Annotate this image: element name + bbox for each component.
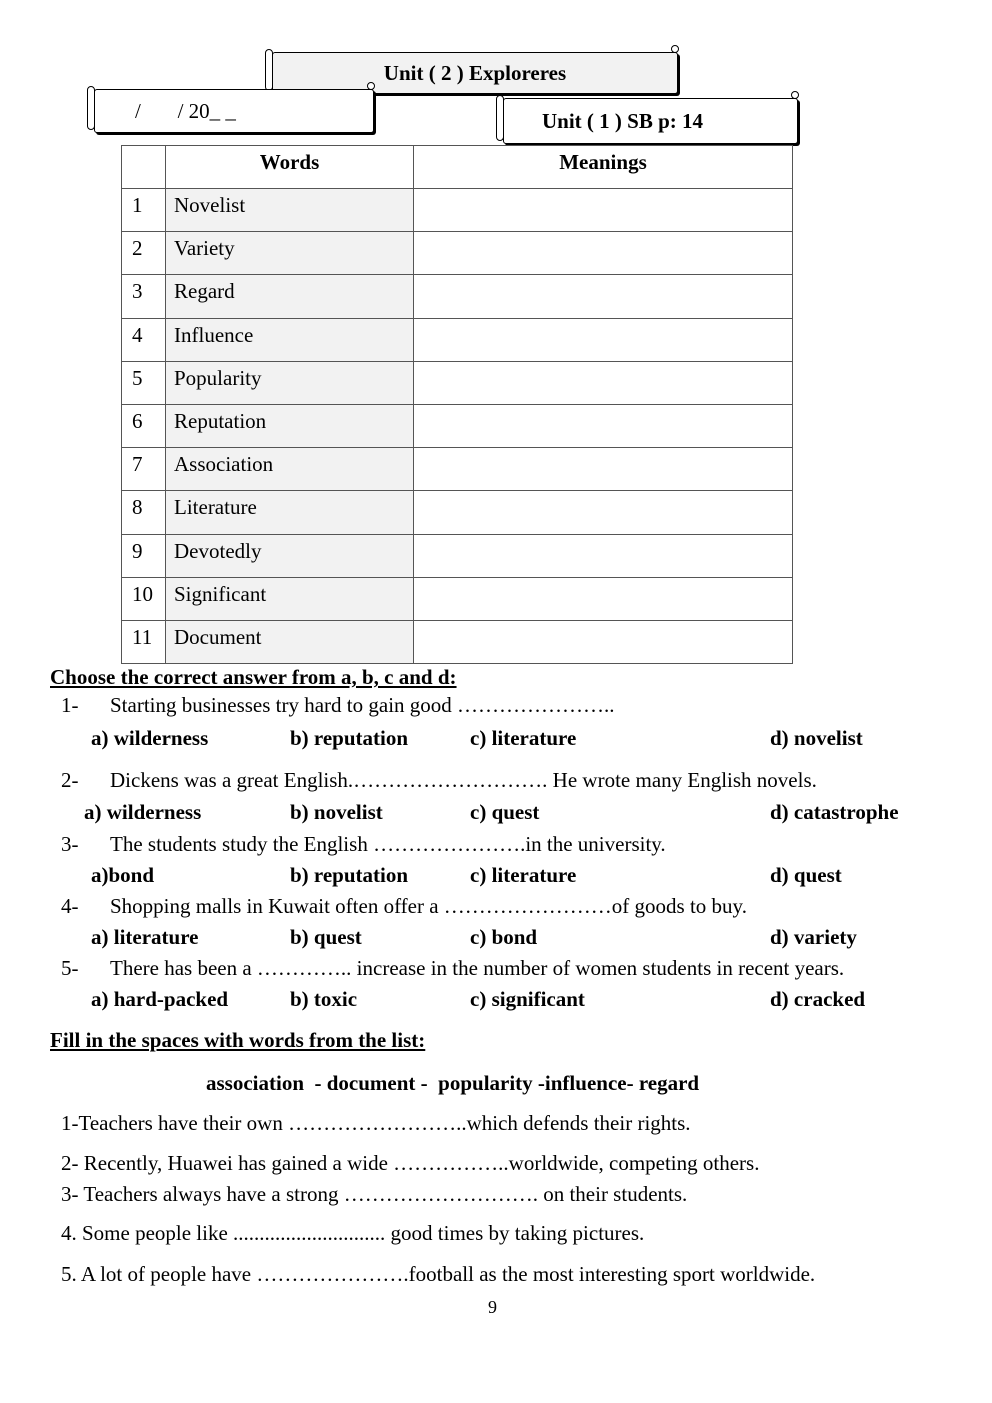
vocabulary-table xyxy=(121,145,793,664)
fill-sentence: 4. Some people like ............................. good times by taking pictures. xyxy=(61,1221,645,1245)
row-word: Devotedly xyxy=(166,534,414,577)
answer-option[interactable]: b) novelist xyxy=(290,800,383,824)
question-text: There has been a ………….. increase in the number of women students in recent years. xyxy=(110,956,845,980)
reference-banner xyxy=(503,98,798,144)
answer-option[interactable]: c) bond xyxy=(470,925,538,949)
fill-sentence: 2- Recently, Huawei has gained a wide ……………..worldwide, competing others. xyxy=(61,1151,760,1175)
row-meaning-field[interactable] xyxy=(414,404,793,447)
row-number: 10 xyxy=(122,577,166,620)
row-number: 8 xyxy=(122,491,166,534)
row-word: Association xyxy=(166,448,414,491)
header-number xyxy=(122,146,166,189)
row-meaning-field[interactable] xyxy=(414,361,793,404)
answer-option[interactable]: b) reputation xyxy=(290,726,409,750)
row-meaning-field[interactable] xyxy=(414,189,793,232)
question-number: 5- xyxy=(61,956,79,980)
question-number: 1- xyxy=(61,693,79,717)
table-header-row xyxy=(122,146,793,189)
table-row xyxy=(122,491,793,534)
answer-option[interactable]: c) literature xyxy=(470,726,577,750)
header-meanings: Meanings xyxy=(414,146,793,189)
fill-sentence: 1-Teachers have their own ……………………..which defends their rights. xyxy=(61,1111,691,1135)
question-text: Starting businesses try hard to gain good ………………….. xyxy=(110,693,615,717)
row-meaning-field[interactable] xyxy=(414,620,793,663)
table-row xyxy=(122,232,793,275)
row-number: 6 xyxy=(122,404,166,447)
answer-option[interactable]: c) quest xyxy=(470,800,540,824)
row-meaning-field[interactable] xyxy=(414,448,793,491)
table-row xyxy=(122,275,793,318)
row-word: Novelist xyxy=(166,189,414,232)
answer-option[interactable]: c) literature xyxy=(470,863,577,887)
table-row xyxy=(122,404,793,447)
row-number: 4 xyxy=(122,318,166,361)
answer-option[interactable]: a) literature xyxy=(91,925,199,949)
date-banner xyxy=(94,89,374,133)
row-word: Influence xyxy=(166,318,414,361)
row-meaning-field[interactable] xyxy=(414,534,793,577)
answer-option[interactable]: a) hard-packed xyxy=(91,987,229,1011)
row-number: 5 xyxy=(122,361,166,404)
row-word: Reputation xyxy=(166,404,414,447)
unit-title: Unit ( 2 ) Exploreres xyxy=(383,60,567,85)
row-number: 11 xyxy=(122,620,166,663)
row-number: 3 xyxy=(122,275,166,318)
answer-option[interactable]: b) quest xyxy=(290,925,362,949)
answer-option[interactable]: d) variety xyxy=(770,925,857,949)
question-text: Shopping malls in Kuwait often offer a ……………………of goods to buy. xyxy=(110,894,747,918)
answer-option[interactable]: c) significant xyxy=(470,987,585,1011)
answer-option[interactable]: a) wilderness xyxy=(84,800,202,824)
row-meaning-field[interactable] xyxy=(414,318,793,361)
answer-option[interactable]: b) toxic xyxy=(290,987,358,1011)
row-word: Document xyxy=(166,620,414,663)
table-row xyxy=(122,448,793,491)
reference-text: Unit ( 1 ) SB p: 14 xyxy=(542,108,704,133)
fill-sentence: 5. A lot of people have ………………….football as the most interesting sport worldwide. xyxy=(61,1262,816,1286)
unit-title-banner xyxy=(272,52,678,94)
row-number: 9 xyxy=(122,534,166,577)
question-number: 4- xyxy=(61,894,79,918)
row-word: Regard xyxy=(166,275,414,318)
row-number: 1 xyxy=(122,189,166,232)
table-row xyxy=(122,189,793,232)
question-number: 3- xyxy=(61,832,79,856)
answer-option[interactable]: a)bond xyxy=(91,863,155,887)
row-meaning-field[interactable] xyxy=(414,275,793,318)
answer-option[interactable]: d) novelist xyxy=(770,726,863,750)
page-number: 9 xyxy=(488,1297,497,1317)
row-word: Literature xyxy=(166,491,414,534)
fill-heading: Fill in the spaces with words from the list: xyxy=(50,1028,426,1052)
word-list: association - document - popularity -influence- regard xyxy=(206,1071,700,1095)
table-row xyxy=(122,577,793,620)
mcq-heading: Choose the correct answer from a, b, c and d: xyxy=(50,665,457,689)
row-meaning-field[interactable] xyxy=(414,491,793,534)
header-words: Words xyxy=(166,146,414,189)
row-meaning-field[interactable] xyxy=(414,577,793,620)
answer-option[interactable]: a) wilderness xyxy=(91,726,209,750)
row-word: Popularity xyxy=(166,361,414,404)
answer-option[interactable]: d) cracked xyxy=(770,987,866,1011)
answer-option[interactable]: b) reputation xyxy=(290,863,409,887)
table-row xyxy=(122,361,793,404)
table-row xyxy=(122,534,793,577)
fill-sentence: 3- Teachers always have a strong ………………………. on their students. xyxy=(61,1182,688,1206)
question-text: The students study the English ………………….in the university. xyxy=(110,832,666,856)
row-meaning-field[interactable] xyxy=(414,232,793,275)
table-row xyxy=(122,620,793,663)
answer-option[interactable]: d) quest xyxy=(770,863,842,887)
question-number: 2- xyxy=(61,768,79,792)
row-word: Variety xyxy=(166,232,414,275)
row-number: 7 xyxy=(122,448,166,491)
question-text: Dickens was a great English.………………………. He wrote many English novels. xyxy=(110,768,817,792)
table-row xyxy=(122,318,793,361)
answer-option[interactable]: d) catastrophe xyxy=(770,800,899,824)
row-word: Significant xyxy=(166,577,414,620)
date-field: / / 20_ _ xyxy=(135,98,236,123)
row-number: 2 xyxy=(122,232,166,275)
